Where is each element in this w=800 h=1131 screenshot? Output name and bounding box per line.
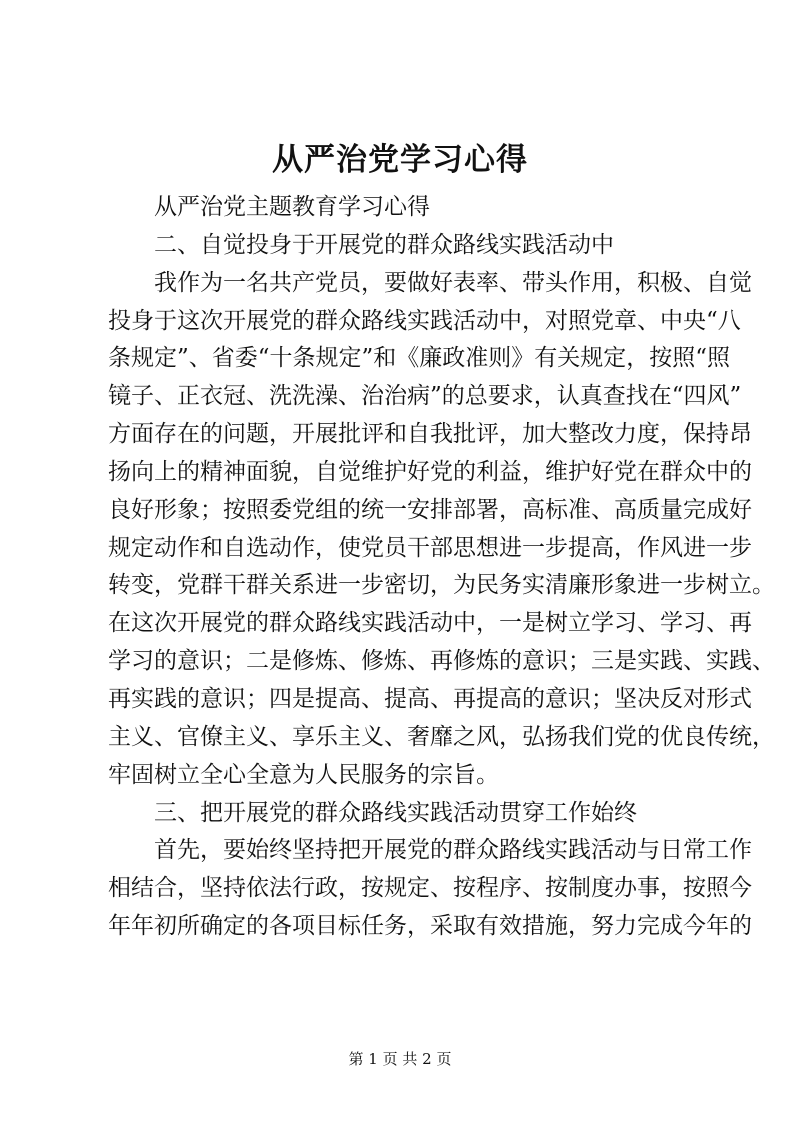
text-line: 牢固树立全心全意为人民服务的宗旨。 — [108, 761, 499, 788]
text-line: 转变，党群干群关系进一步密切，为民务实清廉形象进一步树立。 — [108, 572, 775, 599]
document-title: 从严治党学习心得 — [272, 142, 528, 178]
text-line: 在这次开展党的群众路线实践活动中，一是树立学习、学习、再 — [108, 610, 752, 637]
text-line: 方面存在的问题，开展批评和自我批评，加大整改力度，保持昂 — [108, 421, 752, 448]
document-body — [108, 189, 775, 946]
text-line: 我作为一名共产党员，要做好表率、带头作用，积极、自觉 — [108, 269, 752, 296]
text-line: 三、把开展党的群众路线实践活动贯穿工作始终 — [108, 799, 637, 826]
text-line: 主义、官僚主义、享乐主义、奢靡之风，弘扬我们党的优良传统， — [108, 723, 775, 750]
text-line: 学习的意识；二是修炼、修炼、再修炼的意识；三是实践、实践、 — [108, 648, 775, 675]
text-line: 再实践的意识；四是提高、提高、再提高的意识；坚决反对形式 — [108, 685, 752, 712]
text-line: 镜子、正衣冠、洗洗澡、治治病”的总要求，认真查找在“四风” — [108, 383, 742, 410]
text-line: 首先，要始终坚持把开展党的群众路线实践活动与日常工作 — [108, 837, 752, 864]
text-line: 投身于这次开展党的群众路线实践活动中，对照党章、中央“八 — [108, 307, 741, 334]
text-line: 相结合，坚持依法行政，按规定、按程序、按制度办事，按照今 — [108, 875, 752, 902]
text-line: 扬向上的精神面貌，自觉维护好党的利益，维护好党在群众中的 — [108, 458, 752, 485]
text-line: 规定动作和自选动作，使党员干部思想进一步提高，作风进一步 — [108, 534, 752, 561]
text-line: 条规定”、省委“十条规定”和《廉政准则》有关规定，按照“照 — [108, 345, 731, 372]
text-line: 年年初所确定的各项目标任务，采取有效措施，努力完成今年的 — [108, 913, 752, 940]
page-footer: 第 1 页 共 2 页 — [348, 1050, 452, 1068]
text-line: 良好形象；按照委党组的统一安排部署，高标准、高质量完成好 — [108, 496, 752, 523]
text-line: 二、自觉投身于开展党的群众路线实践活动中 — [108, 231, 614, 258]
text-line: 从严治党主题教育学习心得 — [108, 194, 430, 220]
